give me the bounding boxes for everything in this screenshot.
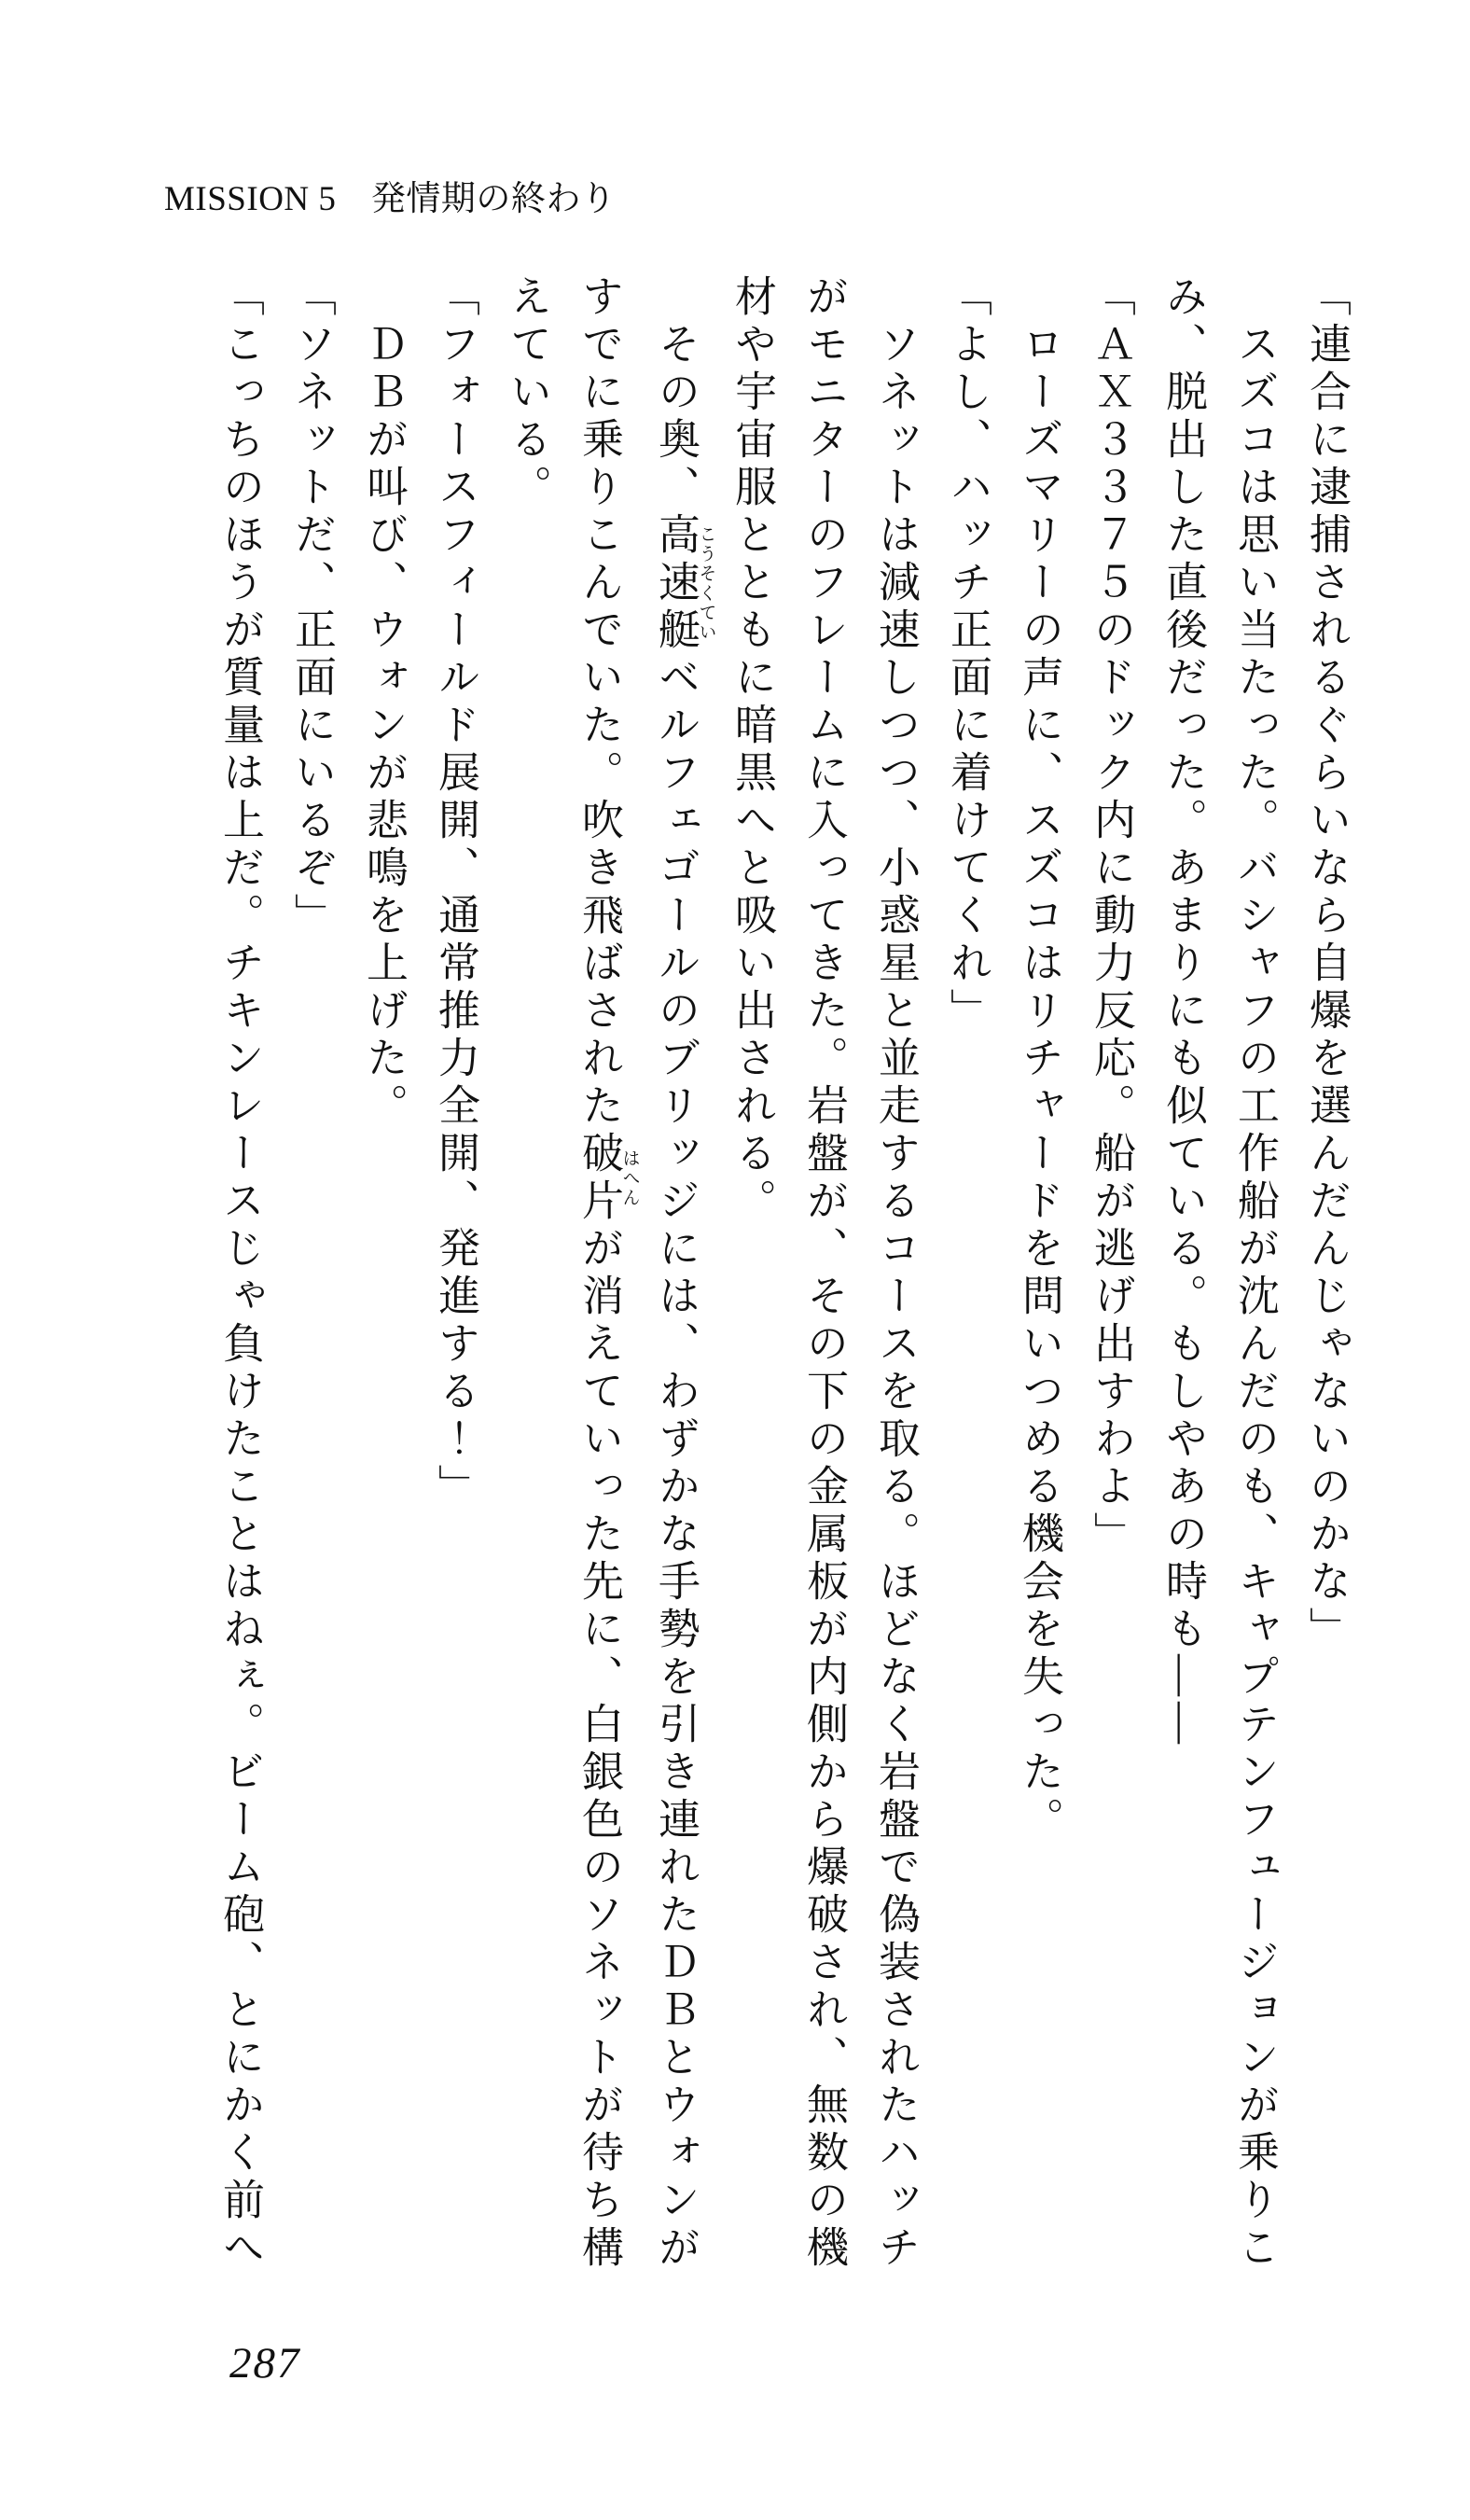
text-column: 「ＡＸ３３７５のドック内に動力反応。船が逃げ出すわよ」	[1088, 274, 1134, 1559]
ruby-annotated-word: 高速艇こうそくてい	[652, 512, 716, 655]
text-column: えている。	[504, 274, 550, 512]
text-column: 「ソネットだ、正面にいるぞ」	[288, 274, 335, 940]
text-column: その奥、高速艇こうそくていベルフェゴールのブリッジには、わずかな手勢を引き連れたＤＢとウォンが	[652, 322, 716, 2273]
ruby-annotated-word: 破片はへん	[576, 1131, 640, 1226]
text-column: スズコは思い当たった。バシャフの工作船が沈んだのも、キャプテンフュージョンが乗りこ	[1231, 322, 1278, 2273]
text-column: み、脱出した直後だった。あまりにも似ている。もしやあの時も――	[1159, 274, 1206, 1749]
text-column: ローズマリーの声に、スズコはリチャードを問いつめる機会を失った。	[1016, 322, 1062, 1845]
text-column: 「連合に逮捕されるぐらいなら自爆を選んだんじゃないのかな」	[1303, 274, 1350, 1654]
text-column: 材や宇宙服とともに暗黒へと吸い出される。	[728, 274, 775, 1226]
text-column: 「フォースフィールド展開、通常推力全開、発進する！」	[432, 274, 478, 1511]
page-number: 287	[229, 2339, 301, 2388]
text-column: ソネットは減速しつつ、小惑星と並走するコースを取る。ほどなく岩盤で偽装されたハッチ	[872, 322, 919, 2273]
text-column: 「よし、ハッチ正面に着けてくれ」	[944, 274, 991, 1036]
running-header: MISSION 5 発情期の終わり	[164, 180, 617, 218]
main-text-block	[213, 274, 1362, 2299]
text-column: 「こっちのほうが質量は上だ。チキンレースじゃ負けたことはねぇ。ビーム砲、とにかく前へ	[216, 274, 263, 2273]
text-column: がモニターのフレームに入ってきた。岩盤が、その下の金属板が内側から爆破され、無数の機	[800, 274, 847, 2273]
text-column: すでに乗りこんでいた。吹き飛ばされた破片はへんが消えていった先に、白銀色のソネットが待ち構	[576, 274, 640, 2273]
text-column: ＤＢが叫び、ウォンが悲鳴を上げた。	[360, 322, 407, 1131]
